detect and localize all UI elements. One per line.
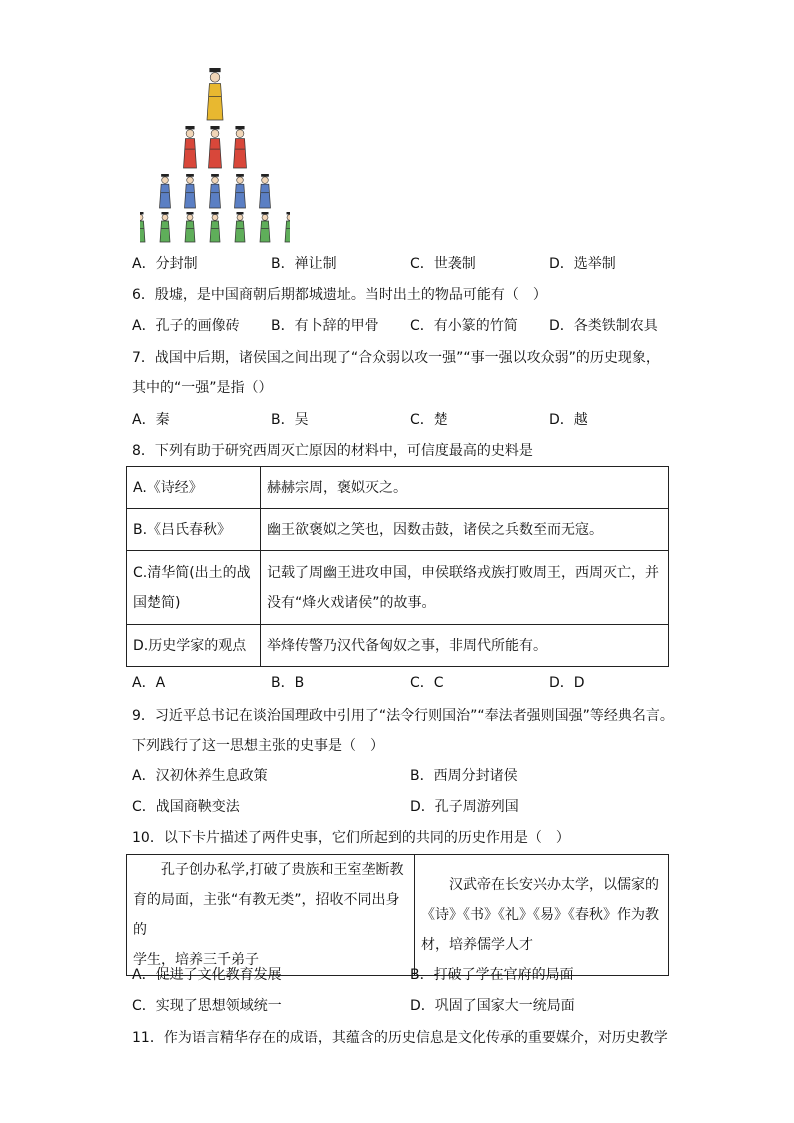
q7-option-d[interactable]: D．越	[549, 412, 588, 428]
table-row	[127, 467, 669, 509]
q5-option-a[interactable]: A．分封制	[132, 256, 198, 272]
card-han-wudi-line2: 《诗》《书》《礼》《易》《春秋》作为教	[421, 907, 659, 923]
figure-icon	[185, 212, 195, 242]
table-cell-source	[127, 551, 261, 625]
q8-stem: 8．下列有助于研究西周灭亡原因的材料中，可信度最高的史料是	[132, 443, 533, 459]
table-cell-content	[261, 551, 669, 625]
hierarchy-pyramid-illustration	[140, 60, 290, 248]
q10-option-a[interactable]: A．促进了文化教育发展	[132, 967, 282, 983]
q8-source-table	[126, 466, 669, 667]
table-cell-content: 赫赫宗周，褒姒灭之。	[261, 467, 669, 509]
table-row	[127, 855, 669, 976]
q11-stem: 11．作为语言精华存在的成语，其蕴含的历史信息是文化传承的重要媒介，对历史教学	[132, 1030, 668, 1046]
q8-option-b[interactable]: B．B	[271, 675, 305, 691]
figure-icon	[234, 126, 247, 168]
q5-option-d[interactable]: D．选举制	[549, 256, 616, 272]
table-row	[127, 551, 669, 625]
table-cell-source: A.《诗经》	[127, 467, 261, 509]
table-row	[127, 625, 669, 667]
q6-option-b[interactable]: B．有卜辞的甲骨	[271, 318, 379, 334]
figure-icon	[160, 174, 171, 208]
q9-stem-line1: 9．习近平总书记在谈治国理政中引用了“法令行则国治”“奉法者强则国强”等经典名言。	[132, 708, 674, 724]
q8-option-a[interactable]: A．A	[132, 675, 166, 691]
figure-icon	[209, 126, 222, 168]
figure-icon	[207, 68, 223, 120]
table-cell-content-line2: 没有“烽火戏诸侯”的故事。	[267, 594, 436, 611]
figure-icon	[160, 212, 170, 242]
table-cell-source-line1: C.清华简(出土的战	[133, 564, 251, 581]
q7-option-c[interactable]: C．楚	[410, 412, 448, 428]
q10-stem: 10．以下卡片描述了两件史事，它们所起到的共同的历史作用是（ ）	[132, 830, 570, 846]
q10-option-b[interactable]: B．打破了学在官府的局面	[410, 967, 574, 983]
q9-option-b[interactable]: B．西周分封诸侯	[410, 768, 518, 784]
figure-icon	[184, 126, 197, 168]
q6-option-a[interactable]: A．孔子的画像砖	[132, 318, 240, 334]
card-han-wudi-line3: 材，培养儒学人才	[421, 937, 533, 953]
q7-stem-line1: 7．战国中后期，诸侯国之间出现了“合众弱以攻一强”“事一强以攻众弱”的历史现象，	[132, 350, 660, 366]
q7-option-b[interactable]: B．吴	[271, 412, 309, 428]
q7-option-a[interactable]: A．秦	[132, 412, 170, 428]
figure-icon	[140, 212, 145, 242]
figure-icon	[185, 174, 196, 208]
q5-option-c[interactable]: C．世袭制	[410, 256, 476, 272]
q5-option-b[interactable]: B．禅让制	[271, 256, 337, 272]
card-han-wudi-line1: 汉武帝在长安兴办太学，以儒家的	[449, 877, 659, 893]
figure-icon	[235, 174, 246, 208]
table-cell-content: 举烽传警乃汉代备匈奴之事，非周代所能有。	[261, 625, 669, 667]
figure-icon	[260, 212, 270, 242]
card-han-wudi	[415, 855, 669, 976]
q10-option-c[interactable]: C．实现了思想领域统一	[132, 998, 282, 1014]
q10-cards-table	[126, 854, 669, 976]
figure-icon	[210, 174, 221, 208]
q8-option-d[interactable]: D．D	[549, 675, 585, 691]
card-confucius-line2: 育的局面，主张“有教无类”，招收不同出身的	[133, 892, 400, 938]
figure-icon	[235, 212, 245, 242]
q9-option-c[interactable]: C．战国商鞅变法	[132, 799, 240, 815]
table-cell-content-line1: 记载了周幽王进攻申国，申侯联络戎族打败周王，西周灭亡，并	[267, 564, 659, 581]
q6-option-c[interactable]: C．有小篆的竹简	[410, 318, 518, 334]
figure-icon	[260, 174, 271, 208]
figure-icon	[285, 212, 290, 242]
card-confucius-line1: 孔子创办私学,打破了贵族和王室垄断教	[161, 862, 404, 878]
table-row	[127, 509, 669, 551]
q9-stem-line2: 下列践行了这一思想主张的史事是（ ）	[132, 738, 384, 754]
figure-icon	[210, 212, 220, 242]
q7-stem-line2: 其中的“一强”是指（）	[132, 380, 273, 396]
q9-option-a[interactable]: A．汉初休养生息政策	[132, 768, 268, 784]
table-cell-content: 幽王欲褒姒之笑也，因数击鼓，诸侯之兵数至而无寇。	[261, 509, 669, 551]
table-cell-source: D.历史学家的观点	[127, 625, 261, 667]
card-confucius	[127, 855, 415, 976]
q8-option-c[interactable]: C．C	[410, 675, 444, 691]
card-confucius-line3: 学生，培养三千弟子	[133, 952, 259, 968]
table-cell-source-line2: 国楚简)	[133, 594, 181, 611]
table-cell-source: B.《吕氏春秋》	[127, 509, 261, 551]
q6-stem: 6．殷墟，是中国商朝后期都城遗址。当时出土的物品可能有（ ）	[132, 287, 547, 303]
q10-option-d[interactable]: D．巩固了国家大一统局面	[410, 998, 575, 1014]
q6-option-d[interactable]: D．各类铁制农具	[549, 318, 658, 334]
q9-option-d[interactable]: D．孔子周游列国	[410, 799, 519, 815]
